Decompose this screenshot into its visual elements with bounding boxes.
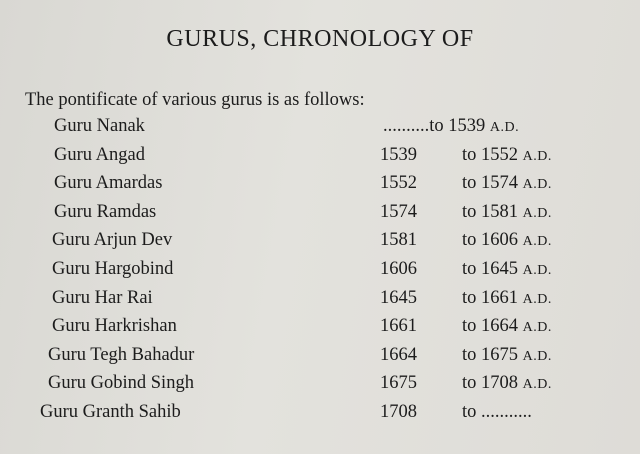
list-item [0, 173, 640, 202]
guru-name: Guru Angad [54, 144, 145, 165]
era-suffix: A.D. [522, 177, 552, 193]
list-item [0, 230, 640, 259]
guru-chronology-list [0, 116, 640, 431]
start-year: 1664 [380, 344, 417, 365]
guru-name: Guru Amardas [54, 173, 163, 194]
era-suffix: A.D. [522, 348, 552, 364]
start-year: 1581 [380, 230, 417, 251]
era-suffix: A.D. [522, 205, 552, 221]
list-item [0, 345, 640, 374]
guru-name: Guru Arjun Dev [52, 230, 173, 251]
list-item [0, 288, 640, 317]
start-year: 1708 [380, 401, 417, 422]
end-year: to 1606 A.D. [462, 230, 552, 251]
era-suffix: A.D. [522, 234, 552, 250]
end-year: to ........... [462, 401, 532, 422]
era-suffix: A.D. [489, 120, 520, 135]
list-item [0, 402, 640, 431]
end-year: to 1661 A.D. [462, 287, 552, 308]
era-suffix: A.D. [522, 291, 552, 307]
guru-name: Guru Tegh Bahadur [48, 344, 195, 365]
list-item [0, 316, 640, 345]
list-item [0, 116, 640, 145]
list-item [0, 373, 640, 402]
end-year: to 1708 A.D. [462, 373, 552, 394]
guru-name: Guru Gobind Singh [48, 373, 194, 394]
era-suffix: A.D. [522, 320, 552, 336]
start-year: 1661 [380, 316, 417, 337]
end-year: to 1581 A.D. [462, 201, 552, 222]
end-year: to 1552 A.D. [462, 144, 552, 165]
end-year: to 1574 A.D. [462, 173, 552, 194]
guru-name: Guru Harkrishan [52, 316, 177, 337]
era-suffix: A.D. [522, 148, 552, 164]
guru-name: Guru Nanak [54, 116, 145, 136]
end-year: to 1645 A.D. [462, 258, 552, 279]
end-year: to 1675 A.D. [462, 344, 552, 365]
intro-text: The pontificate of various gurus is as follows: [25, 90, 365, 110]
list-item [0, 145, 640, 174]
guru-name: Guru Ramdas [54, 201, 157, 222]
list-item [0, 259, 640, 288]
start-year: 1675 [380, 373, 417, 394]
guru-name: Guru Granth Sahib [40, 401, 181, 422]
end-year: ..........to 1539 A.D. [383, 116, 520, 136]
era-suffix: A.D. [522, 377, 552, 393]
start-year: 1574 [380, 201, 417, 222]
start-year: 1606 [380, 258, 417, 279]
end-year: to 1664 A.D. [462, 316, 552, 337]
start-year: 1645 [380, 287, 417, 308]
page-title: GURUS, CHRONOLOGY OF [166, 26, 474, 52]
guru-name: Guru Har Rai [52, 287, 153, 308]
start-year: 1539 [380, 144, 417, 165]
start-year: 1552 [380, 173, 417, 194]
list-item [0, 202, 640, 231]
era-suffix: A.D. [522, 262, 552, 278]
guru-name: Guru Hargobind [52, 258, 174, 279]
